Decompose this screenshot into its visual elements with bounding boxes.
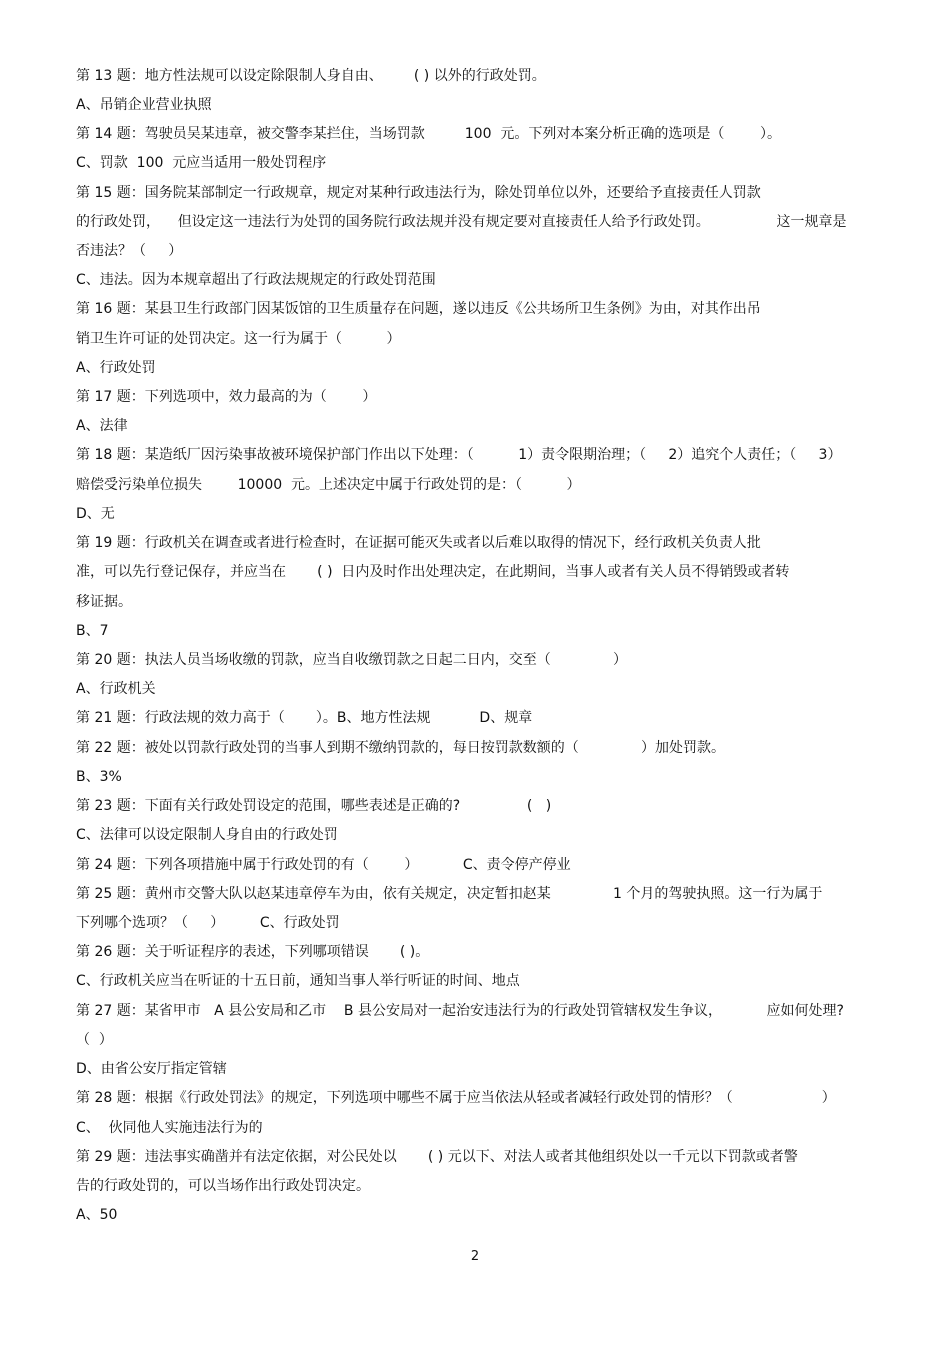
answer-20: A、行政机关 bbox=[76, 681, 156, 697]
page-number: 2 bbox=[470, 1249, 480, 1264]
answer-26: C、行政机关应当在听证的十五日前，通知当事人举行听证的时间、地点 bbox=[76, 973, 520, 989]
question-16-line-2: 销卫生许可证的处罚决定。这一行为属于（ ） bbox=[76, 331, 401, 347]
question-16-line-1: 第 16 题：某县卫生行政部门因某饭馆的卫生质量存在问题，遂以违反《公共场所卫生条例》为由，对其作出吊 bbox=[76, 301, 761, 317]
answer-17: A、法律 bbox=[76, 418, 128, 434]
question-15-line-1: 第 15 题：国务院某部制定一行政规章，规定对某种行政违法行为，除处罚单位以外，还要给予直接责任人罚款 bbox=[76, 185, 761, 201]
question-29-line-2: 告的行政处罚的，可以当场作出行政处罚决定。 bbox=[76, 1178, 370, 1194]
question-27-line-1: 第 27 题：某省甲市 A 县公安局和乙市 B 县公安局对一起治安违法行为的行政处罚管辖权发生争议， 应如何处理? bbox=[76, 1003, 844, 1019]
question-23: 第 23 题：下面有关行政处罚设定的范围，哪些表述是正确的? ( ) bbox=[76, 798, 552, 814]
question-18-line-2: 赔偿受污染单位损失 10000 元。上述决定中属于行政处罚的是：（ ） bbox=[76, 477, 581, 493]
answer-23: C、法律可以设定限制人身自由的行政处罚 bbox=[76, 827, 338, 843]
answer-29: A、50 bbox=[76, 1207, 118, 1223]
question-15-line-2: 的行政处罚， 但设定这一违法行为处罚的国务院行政法规并没有规定要对直接责任人给予行政处罚。 这一规章是 bbox=[76, 214, 847, 230]
question-19-line-1: 第 19 题：行政机关在调查或者进行检查时，在证据可能灭失或者以后难以取得的情况下，经行政机关负责人批 bbox=[76, 535, 761, 551]
question-19-line-2: 准，可以先行登记保存，并应当在 ( ) 日内及时作出处理决定，在此期间，当事人或者有关人员不得销毁或者转 bbox=[76, 564, 790, 580]
answer-19: B、7 bbox=[76, 623, 109, 639]
answer-22: B、3% bbox=[76, 769, 122, 785]
question-20: 第 20 题：执法人员当场收缴的罚款，应当自收缴罚款之日起二日内，交至（ ） bbox=[76, 652, 628, 668]
question-27-line-2: （ ） bbox=[76, 1032, 113, 1048]
answer-18: D、无 bbox=[76, 506, 115, 522]
question-22: 第 22 题：被处以罚款行政处罚的当事人到期不缴纳罚款的，每日按罚款数额的（ ）加处罚款。 bbox=[76, 740, 726, 756]
answer-14: C、罚款 100 元应当适用一般处罚程序 bbox=[76, 155, 327, 171]
question-18-line-1: 第 18 题：某造纸厂因污染事故被环境保护部门作出以下处理：（ 1）责令限期治理；（ 2）追究个人责任；（ 3） bbox=[76, 447, 842, 463]
question-17: 第 17 题：下列选项中，效力最高的为（ ） bbox=[76, 389, 377, 405]
question-29-line-1: 第 29 题：违法事实确凿并有法定依据，对公民处以 ( ) 元以下、对法人或者其他组织处以一千元以下罚款或者警 bbox=[76, 1149, 798, 1165]
answer-28: C、 伙同他人实施违法行为的 bbox=[76, 1120, 263, 1136]
question-24: 第 24 题：下列各项措施中属于行政处罚的有（ ） C、责令停产停业 bbox=[76, 857, 571, 873]
answer-15: C、违法。因为本规章超出了行政法规规定的行政处罚范围 bbox=[76, 272, 436, 288]
question-25-line-2: 下列哪个选项？（ ） C、行政处罚 bbox=[76, 915, 340, 931]
question-14: 第 14 题：驾驶员吴某违章，被交警李某拦住，当场罚款 100 元。下列对本案分析正确的选项是（ ）。 bbox=[76, 126, 781, 142]
answer-16: A、行政处罚 bbox=[76, 360, 156, 376]
answer-13: A、吊销企业营业执照 bbox=[76, 97, 212, 113]
answer-27: D、由省公安厅指定管辖 bbox=[76, 1061, 227, 1077]
question-13: 第 13 题：地方性法规可以设定除限制人身自由、 ( ) 以外的行政处罚。 bbox=[76, 68, 546, 84]
question-26: 第 26 题：关于听证程序的表述，下列哪项错误 ( )。 bbox=[76, 944, 430, 960]
question-21: 第 21 题：行政法规的效力高于（ ）。B、地方性法规 D、规章 bbox=[76, 710, 533, 726]
question-28: 第 28 题：根据《行政处罚法》的规定，下列选项中哪些不属于应当依法从轻或者减轻行政处罚的情形？（ ） bbox=[76, 1090, 836, 1106]
question-19-line-3: 移证据。 bbox=[76, 594, 132, 610]
question-25-line-1: 第 25 题：黄州市交警大队以赵某违章停车为由，依有关规定，决定暂扣赵某 1 个月的驾驶执照。这一行为属于 bbox=[76, 886, 823, 902]
question-15-line-3: 否违法？（ ） bbox=[76, 243, 183, 259]
